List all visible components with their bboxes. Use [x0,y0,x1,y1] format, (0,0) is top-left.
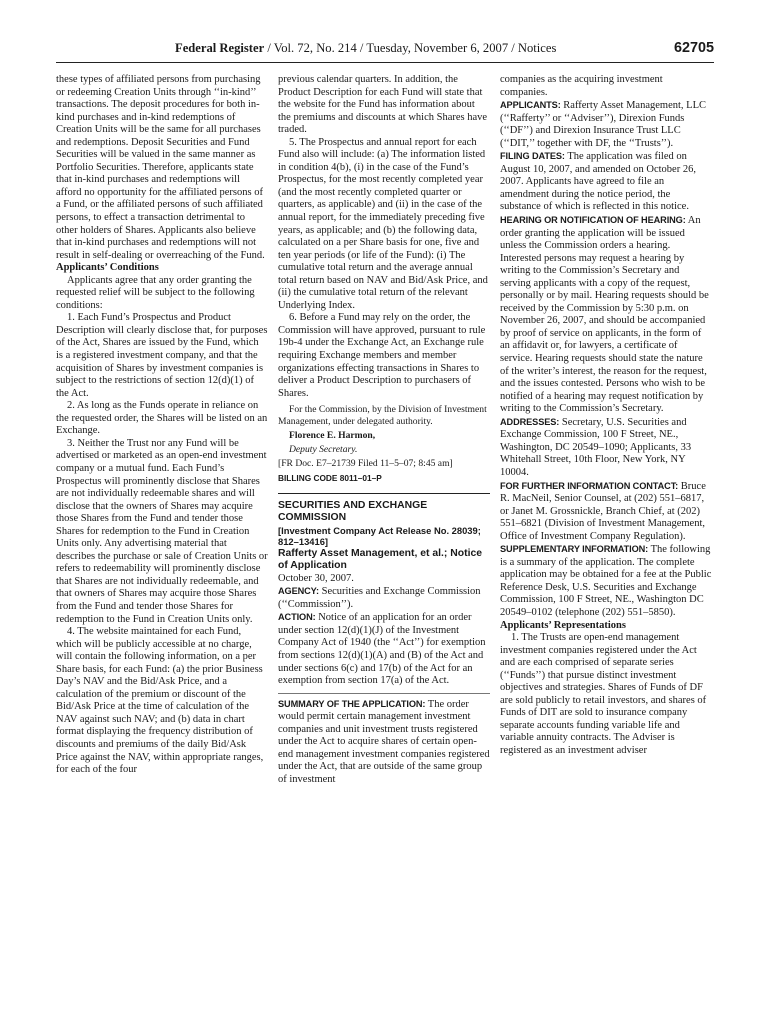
field-text: An order granting the application will be issued unless the Commission orders a hearing. Interested persons may request a hearing by writing to the Commission’s Secretary and serving applicants with a copy of the request, personally or by mail. Hearing requests should be received by the Commission by 5:30 p.m. on November 26, 2007, and should be accompanied by proof of service on applicants, in the form of an affidavit or, for lawyers, a certificate of service. Hearing requests should state the nature of the writer’s interest, the reason for the request, and the issues contested. Persons who wish to be notified of a hearing may request notification by writing to the Commission’s Secretary. [500,215,709,415]
journal-name: Federal Register [175,41,265,55]
field-label: ADDRESSES: [500,416,560,427]
applicants-field [500,99,712,150]
agency-name: SECURITIES AND EXCHANGE COMMISSION [278,499,428,524]
paragraph: 4. The website maintained for each Fund, which will be publicly accessible at no charge, will contain the following information, on a per Share basis, for each Fund: (a) the prior Business Day’s NAV and the Bid/Ask Price, and a calculation of the premium or discount of the Bid/Ask Price at the time of calculation of the NAV against such NAV; and (b) data in chart format displaying the frequency distribution of discounts and premiums of the daily Bid/Ask Price against the NAV, within appropriate ranges, for each of the four [56,626,264,776]
hearing-field [500,214,712,416]
header-rule [56,62,714,63]
running-head [175,41,556,56]
column-3 [500,74,712,758]
summary-field [278,698,490,787]
field-label: FOR FURTHER INFORMATION CONTACT: [500,480,679,491]
contact-field [500,480,712,544]
section-heading: Applicants’ Conditions [56,262,159,274]
notice-date: October 30, 2007. [278,572,354,584]
field-label: APPLICANTS: [500,100,561,111]
paragraph: 6. Before a Fund may rely on the order, the Commission will have approved, pursuant to rule 19b-4 under the Exchange Act, an Exchange rule requiring Exchange members and member organizations effecting transactions in Shares to deliver a Product Description to purchasers of Shares. [278,312,486,399]
field-text: Notice of an application for an order under section 12(d)(1)(J) of the Investment Company Act of 1940 (the ‘‘Act’’) for exemption from sections 12(d)(1)(A) and (B) of the Act and under sections 6(c) and 17(b) of the Act for an exemption from section 17(a) of the Act. [278,612,486,687]
column-1 [56,74,268,777]
issue-info: / Vol. 72, No. 214 / Tuesday, November 6, 2007 / Notices [264,41,557,55]
field-text: Rafferty Asset Management, LLC (‘‘Rafferty’’ or ‘‘Adviser’’), Direxion Funds (‘‘DF’’) and Direxion Insurance Trust LLC (‘‘DIT,’’ together with DF, the ‘‘Trusts’’). [500,100,706,149]
paragraph: companies as the acquiring investment companies. [500,74,663,98]
billing-code: BILLING CODE 8011–01–P [278,473,382,484]
addresses-field [500,416,712,480]
paragraph: Applicants agree that any order granting the requested relief will be subject to the following conditions: [56,274,255,311]
action-field [278,611,490,687]
field-label: AGENCY: [278,586,319,597]
field-text: Secretary, U.S. Securities and Exchange Commission, 100 F Street, NE., Washington, DC 20549–1090; Applicants, 33 Whitehall Street, 10th Floor, New York, NY 10004. [500,416,692,478]
signer-title: Deputy Secretary. [289,444,358,455]
field-label: SUPPLEMENTARY INFORMATION: [500,544,649,555]
section-divider [278,493,490,494]
paragraph: previous calendar quarters. In addition, the Product Description for each Fund will state that the website for the Fund has information about the premiums and discounts at which Shares have traded. [278,74,488,136]
field-text: Securities and Exchange Commission (‘‘Commission’’). [278,586,481,610]
release-number: [Investment Company Act Release No. 28039; 812–13416] [278,524,481,548]
field-text: The order would permit certain management investment companies and unit investment trusts registered under the Act to acquire shares of certain open-end management investment companies registered under the Act, that are outside of the same group of investment [278,698,490,785]
notice-title: Rafferty Asset Management, et al.; Notice of Application [278,547,483,572]
column-2 [278,74,490,786]
fr-doc-line: [FR Doc. E7–21739 Filed 11–5–07; 8:45 am] [278,457,453,469]
page-header [56,40,714,58]
summary-divider [278,693,490,694]
supplementary-field [500,543,712,619]
signer-name: Florence E. Harmon, [289,430,376,442]
field-text: The following is a summary of the application. The complete application may be obtained for a fee at the Public Reference Desk, U.S. Securities and Exchange Commission, 100 F Street, NE., Washington DC 20549–0102 (telephone (202) 551–5850). [500,544,712,618]
paragraph: 1. Each Fund’s Prospectus and Product Description will clearly disclose that, for purposes of the Act, Shares are issued by the Fund, which is a registered investment company, and that the acquisition of Shares by investment companies is subject to the restrictions of section 12(d)(1) of the Act. [56,312,268,399]
field-label: FILING DATES: [500,151,565,162]
paragraph: 2. As long as the Funds operate in reliance on the requested order, the Shares will be listed on an Exchange. [56,400,268,437]
paragraph: 1. The Trusts are open-end management investment companies registered under the Act and are each comprised of separate series (‘‘Funds’’) that pursue distinct investment objectives and strategies. Shares of Funds of DF are sold publicly to retail investors, and shares of Funds of DIT are sold to insurance company separate accounts funding variable life and variable annuity contracts. The Adviser is registered as an investment adviser [500,632,707,756]
section-heading: Applicants’ Representations [500,619,626,631]
agency-field [278,585,490,611]
filing-dates-field [500,150,712,214]
signature-text: For the Commission, by the Division of Investment Management, under delegated authority. [278,404,487,427]
page-number: 62705 [673,40,714,56]
field-label: ACTION: [278,612,316,623]
field-label: HEARING OR NOTIFICATION OF HEARING: [500,215,686,226]
field-text: The application was filed on August 10, 2007, and amended on October 26, 2007. Applicants have agreed to file an amendment during the notice period, the substance of which is reflected in this notice. [500,151,696,213]
paragraph: 5. The Prospectus and annual report for each Fund also will include: (a) The information listed in condition 4(b), (i) in the case of the Fund’s Prospectus, for the most recently completed year (and the most recently completed quarter or quarters, as applicable) and (ii) in the case of the annual report, for the immediately preceding five years, as applicable; and (b) the following data, calculated on a per Share basis for one, five and ten year periods (or life of the Fund): (i) The cumulative total return and the average annual total return based on NAV and Bid/Ask Price, and (ii) the cumulative total return of the relevant Underlying Index. [278,136,488,311]
paragraph: these types of affiliated persons from purchasing or redeeming Creation Units through ‘‘in-kind’’ transactions. The deposit procedures for both in-kind purchases and in-kind redemptions of Creation Units will be the same for all purchases and redemptions. Deposit Securities and Fund Securities will be valued in the same manner as Portfolio Securities. Therefore, applicants state that in-kind purchases and redemptions will afford no opportunity for the affiliated persons of a Fund, or the affiliated persons of such affiliated persons, to effect a transaction detrimental to other holders of Shares. Applicants also believe that in-kind purchases and redemptions will not result in self-dealing or overreaching of the Fund. [56,74,265,261]
field-label: SUMMARY OF THE APPLICATION: [278,698,426,709]
field-text: Bruce R. MacNeil, Senior Counsel, at (202) 551–6817, or Janet M. Grossnickle, Branch Chief, at (202) 551–6821 (Division of Investment Management, Office of Investment Company Regulation). [500,480,706,542]
paragraph: 3. Neither the Trust nor any Fund will be advertised or marketed as an open-end investment company or a mutual fund. Each Fund’s Prospectus will prominently disclose that Shares are not individually redeemable shares and will disclose that the owners of Shares may acquire those Shares from the Fund and tender those Shares for redemption to the Fund in Creation Units only. Any advertising material that describes the purchase or sale of Creation Units or refers to redeemability will prominently disclose that Shares are not individually redeemable, and that owners of Shares may acquire those Shares from the Fund and tender those Shares for redemption to the Fund in Creation Units only. [56,437,268,625]
